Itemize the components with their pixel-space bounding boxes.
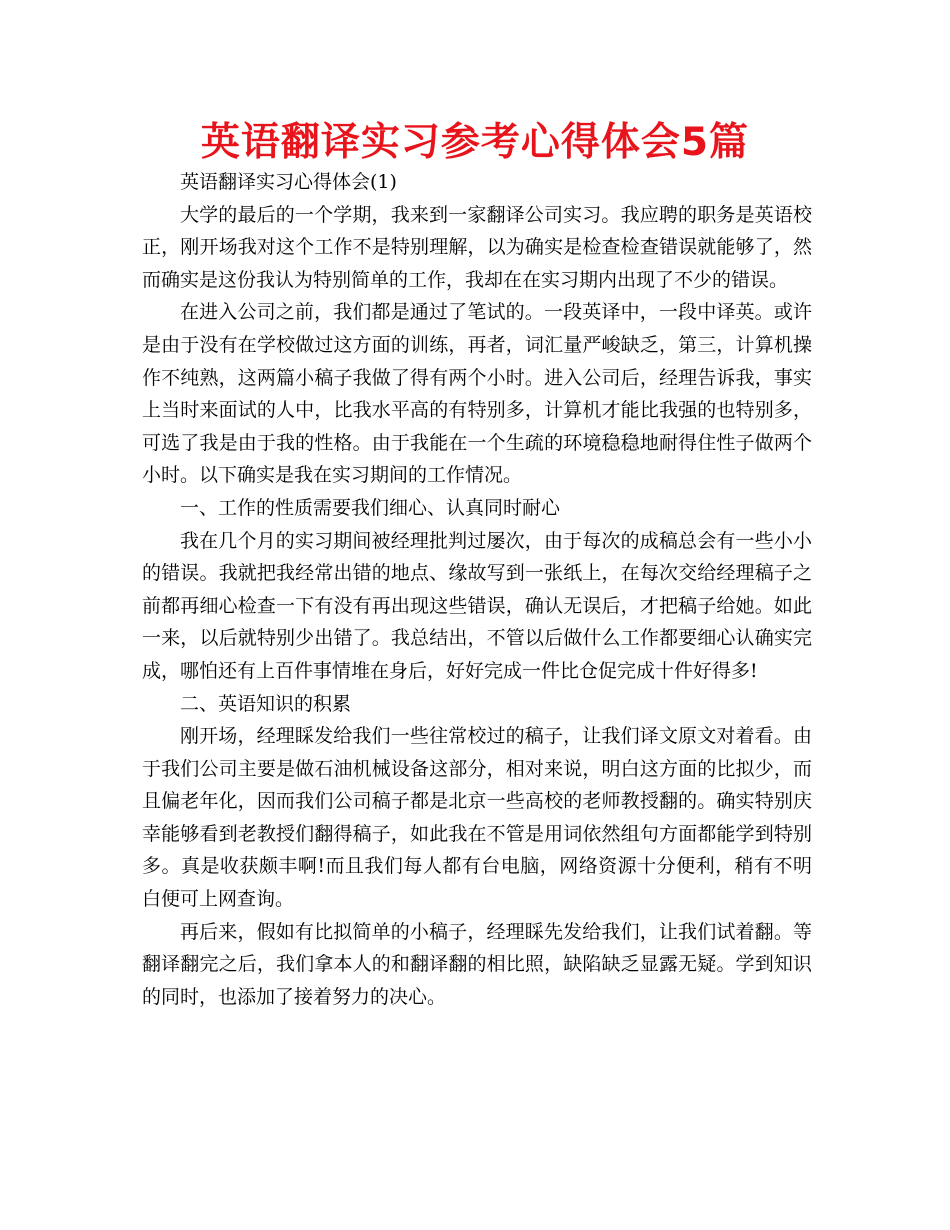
document-title: 英语翻译实习参考心得体会5篇: [200, 120, 750, 165]
section-heading: 一、工作的性质需要我们细心、认真同时耐心: [180, 496, 561, 519]
body-paragraph: 大学的最后的一个学期，我来到一家翻译公司实习。我应聘的职务是英语校正，刚开场我对这个工作不是特别理解，以为确实是检查检查错误就能够了，然而确实是这份我认为特别简单的工作，我却在在实习期内出现了不少的错误。: [142, 203, 812, 291]
body-paragraph: 我在几个月的实习期间被经理批判过屡次，由于每次的成稿总会有一些小小的错误。我就把我经常出错的地点、缘故写到一张纸上，在每次交给经理稿子之前都再细心检查一下有没有再出现这些错误，确认无误后，才把稿子给她。如此一来，以后就特别少出错了。我总结出，不管以后做什么工作都要细心认确实完成，哪怕还有上百件事情堆在身后，好好完成一件比仓促完成十件好得多!: [142, 529, 812, 682]
section-heading: 英语翻译实习心得体会(1): [180, 171, 397, 193]
body-paragraph: 刚开场，经理睬发给我们一些往常校过的稿子，让我们译文原文对着看。由于我们公司主要是做石油机械设备这部分，相对来说，明白这方面的比拟少，而且偏老年化，因而我们公司稿子都是北京一些高校的老师教授翻的。确实特别庆幸能够看到老教授们翻得稿子，如此我在不管是用词依然组句方面都能学到特别多。真是收获颇丰啊!而且我们每人都有台电脑，网络资源十分便利，稍有不明白便可上网查询。: [142, 725, 812, 911]
body-paragraph: 在进入公司之前，我们都是通过了笔试的。一段英译中，一段中译英。或许是由于没有在学校做过这方面的训练，再者，词汇量严峻缺乏，第三，计算机操作不纯熟，这两篇小稿子我做了得有两个小时。进入公司后，经理告诉我，事实上当时来面试的人中，比我水平高的有特别多，计算机才能比我强的也特别多，可选了我是由于我的性格。由于我能在一个生疏的环境稳稳地耐得住性子做两个小时。以下确实是我在实习期间的工作情况。: [142, 301, 812, 487]
document-body: [142, 166, 812, 1013]
section-heading: 二、英语知识的积累: [180, 692, 352, 715]
body-paragraph: 再后来，假如有比拟简单的小稿子，经理睬先发给我们，让我们试着翻。等翻译翻完之后，我们拿本人的和翻译翻的相比照，缺陷缺乏显露无疑。学到知识的同时，也添加了接着努力的决心。: [142, 920, 812, 1008]
